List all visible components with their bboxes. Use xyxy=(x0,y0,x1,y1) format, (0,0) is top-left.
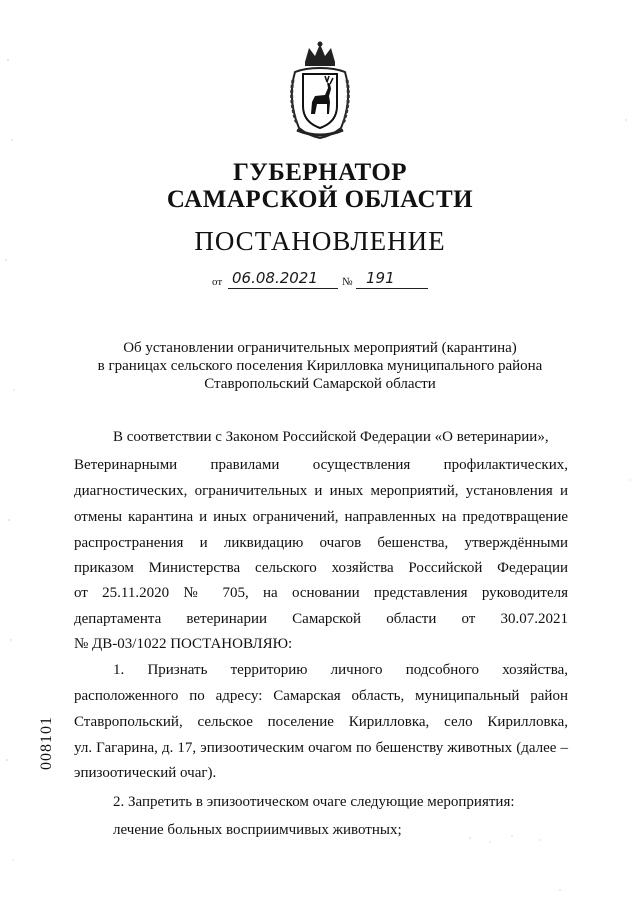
date-value: 06.08.2021 xyxy=(232,269,318,287)
body-line: Ставропольский, сельское поселение Кирилловка, село Кирилловка, xyxy=(74,714,568,730)
body-line: № ДВ-03/1022 ПОСТАНОВЛЯЮ: xyxy=(74,636,293,652)
body-line: департамента ветеринарии Самарской области от 30.07.2021 xyxy=(74,611,568,627)
body-line: эпизоотический очаг). xyxy=(74,765,217,781)
body-line: ул. Гагарина, д. 17, эпизоотическим очагом по бешенству животных (далее – xyxy=(74,740,568,756)
document-type: ПОСТАНОВЛЕНИЕ xyxy=(194,226,446,256)
date-prefix: от xyxy=(212,276,223,288)
number-value: 191 xyxy=(366,269,395,287)
body-line: лечение больных восприимчивых животных; xyxy=(113,822,402,838)
body-line: отмены карантина и иных ограничений, направленных на предотвращение xyxy=(74,509,568,525)
body-line: расположенного по адресу: Самарская область, муниципальный район xyxy=(74,688,568,704)
title-line: Ставропольский Самарской области xyxy=(204,376,436,392)
body-line: Ветеринарными правилами осуществления профилактических, xyxy=(74,457,568,473)
body-line: В соответствии с Законом Российской Федерации «О ветеринарии», xyxy=(113,429,549,445)
body-line: от 25.11.2020 № 705, на основании представления руководителя xyxy=(74,585,568,601)
title-line: Об установлении ограничительных мероприятий (карантина) xyxy=(123,340,517,356)
org-name-line1: ГУБЕРНАТОР xyxy=(232,159,408,186)
margin-registration-number: 008101 xyxy=(38,716,55,770)
body-line: диагностических, ограничительных и иных мероприятий, установления и xyxy=(74,483,568,499)
number-prefix: № xyxy=(342,276,353,288)
org-name-line2: САМАРСКОЙ ОБЛАСТИ xyxy=(166,186,474,213)
title-line: в границах сельского поселения Кирилловка муниципального района xyxy=(97,358,543,374)
body-line: 2. Запретить в эпизоотическом очаге следующие мероприятия: xyxy=(113,794,515,810)
body-line: приказом Министерства сельского хозяйства Российской Федерации xyxy=(74,560,568,576)
body-line: распространения и ликвидацию очагов бешенства, утверждёнными xyxy=(74,535,568,551)
body-line: 1. Признать территорию личного подсобного хозяйства, xyxy=(113,662,568,678)
